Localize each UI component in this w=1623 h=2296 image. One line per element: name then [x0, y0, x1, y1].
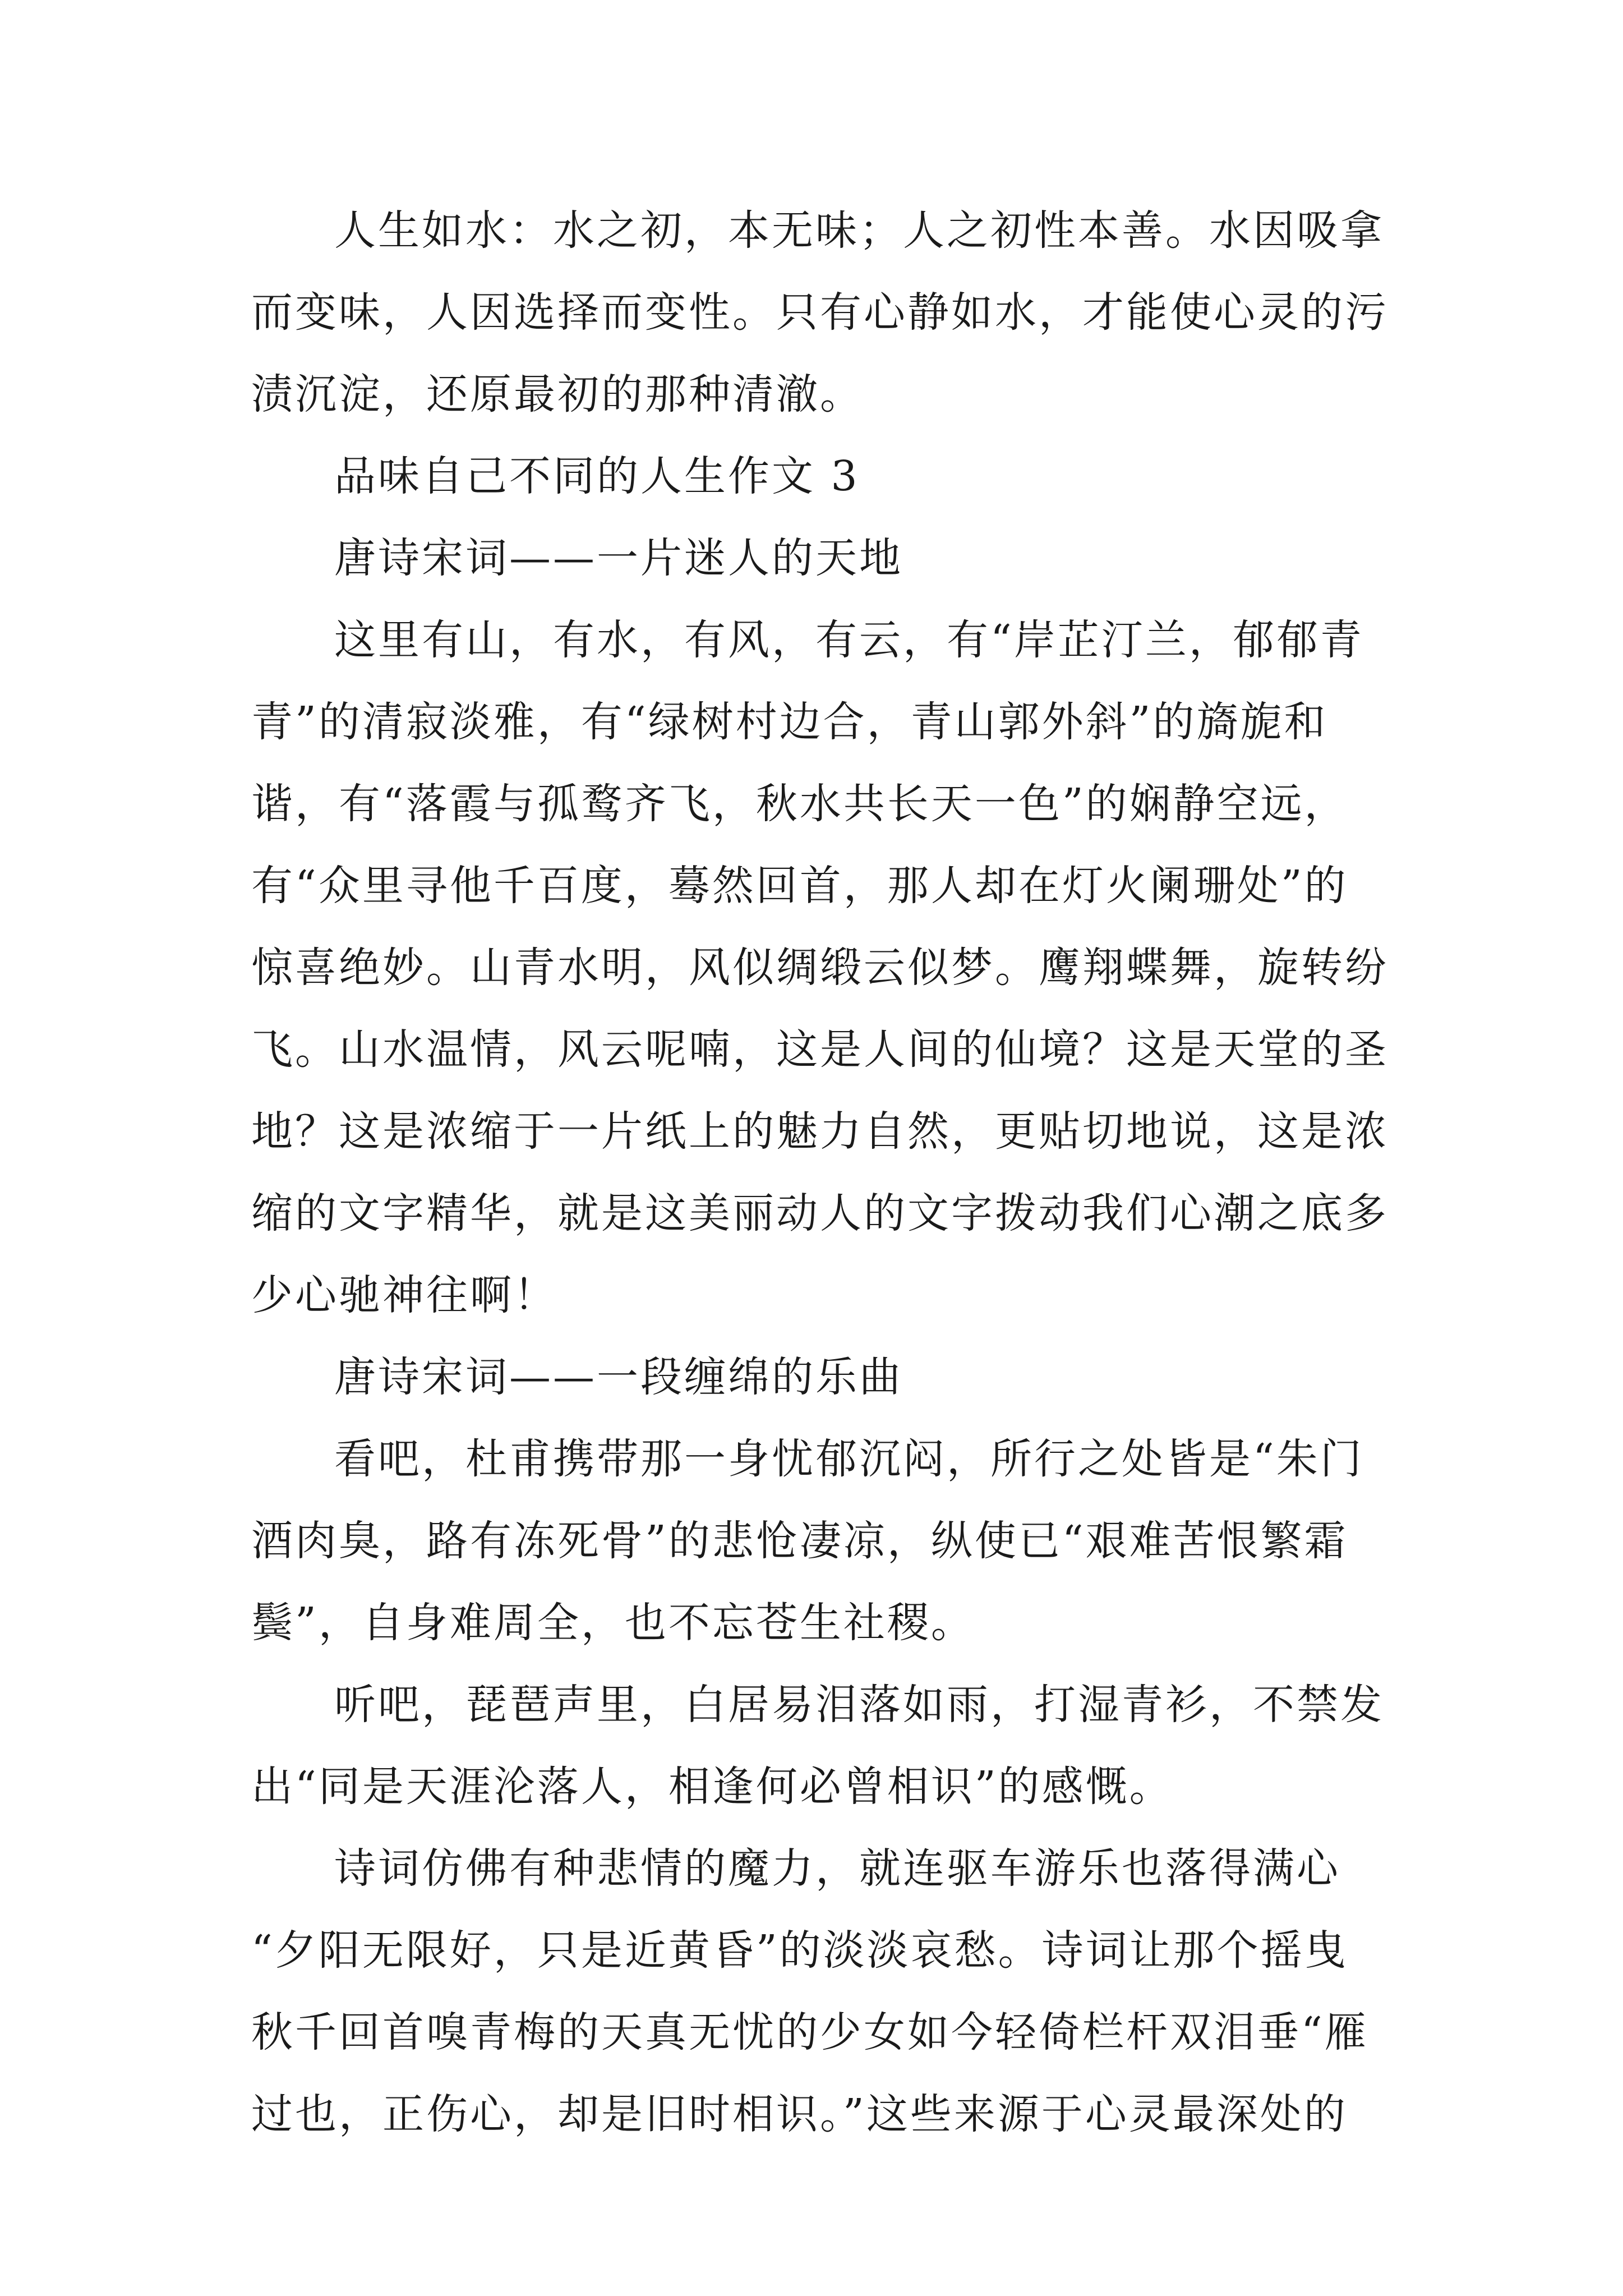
- paragraph-line: 飞。山水温情，风云呢喃，这是人间的仙境？这是天堂的圣: [251, 1025, 1389, 1074]
- paragraph-line: 这里有山，有水，有风，有云，有“岸芷汀兰，郁郁青: [334, 616, 1364, 664]
- paragraph-line: 地？这是浓缩于一片纸上的魅力自然，更贴切地说，这是浓: [251, 1107, 1389, 1156]
- paragraph-line: 缩的文字精华，就是这美丽动人的文字拨动我们心潮之底多: [251, 1189, 1389, 1237]
- paragraph-line: 渍沉淀，还原最初的那种清澈。: [251, 370, 864, 418]
- paragraph-line: 谐，有“落霞与孤鹜齐飞，秋水共长天一色”的娴静空远，: [251, 780, 1348, 828]
- paragraph-line: 少心驰神往啊！: [251, 1271, 557, 1319]
- paragraph-line: 秋千回首嗅青梅的天真无忧的少女如今轻倚栏杆双泪垂“雁: [251, 2008, 1368, 2056]
- paragraph-line: 听吧，琵琶声里，白居易泪落如雨，打湿青衫，不禁发: [334, 1681, 1384, 1729]
- paragraph-line: 有“众里寻他千百度，蓦然回首，那人却在灯火阑珊处”的: [251, 862, 1348, 910]
- subheading: 唐诗宋词——一片迷人的天地: [334, 534, 903, 582]
- paragraph-line: 人生如水：水之初，本无味；人之初性本善。水因吸拿: [334, 206, 1384, 255]
- paragraph-line: 过也，正伤心，却是旧时相识。”这些来源于心灵最深处的: [251, 2090, 1348, 2138]
- paragraph-line: 惊喜绝妙。山青水明，风似绸缎云似梦。鹰翔蝶舞，旋转纷: [251, 944, 1389, 992]
- paragraph-line: 青”的清寂淡雅，有“绿树村边合，青山郭外斜”的旖旎和: [251, 698, 1328, 746]
- paragraph-line: 出“同是天涯沦落人，相逢何必曾相识”的感慨。: [251, 1763, 1173, 1811]
- paragraph-line: “夕阳无限好，只是近黄昏”的淡淡哀愁。诗词让那个摇曳: [251, 1926, 1348, 1975]
- paragraph-line: 诗词仿佛有种悲情的魔力，就连驱车游乐也落得满心: [334, 1844, 1340, 1893]
- subheading: 唐诗宋词——一段缠绵的乐曲: [334, 1353, 903, 1401]
- paragraph-line: 酒肉臭，路有冻死骨”的悲怆凄凉，纵使已“艰难苦恨繁霜: [251, 1517, 1348, 1565]
- section-heading: 品味自己不同的人生作文 3: [334, 452, 860, 500]
- paragraph-line: 看吧，杜甫携带那一身忧郁沉闷，所行之处皆是“朱门: [334, 1435, 1364, 1483]
- paragraph-line: 而变味，人因选择而变性。只有心静如水，才能使心灵的污: [251, 288, 1389, 337]
- paragraph-line: 鬓”，自身难周全，也不忘苍生社稷。: [251, 1599, 975, 1647]
